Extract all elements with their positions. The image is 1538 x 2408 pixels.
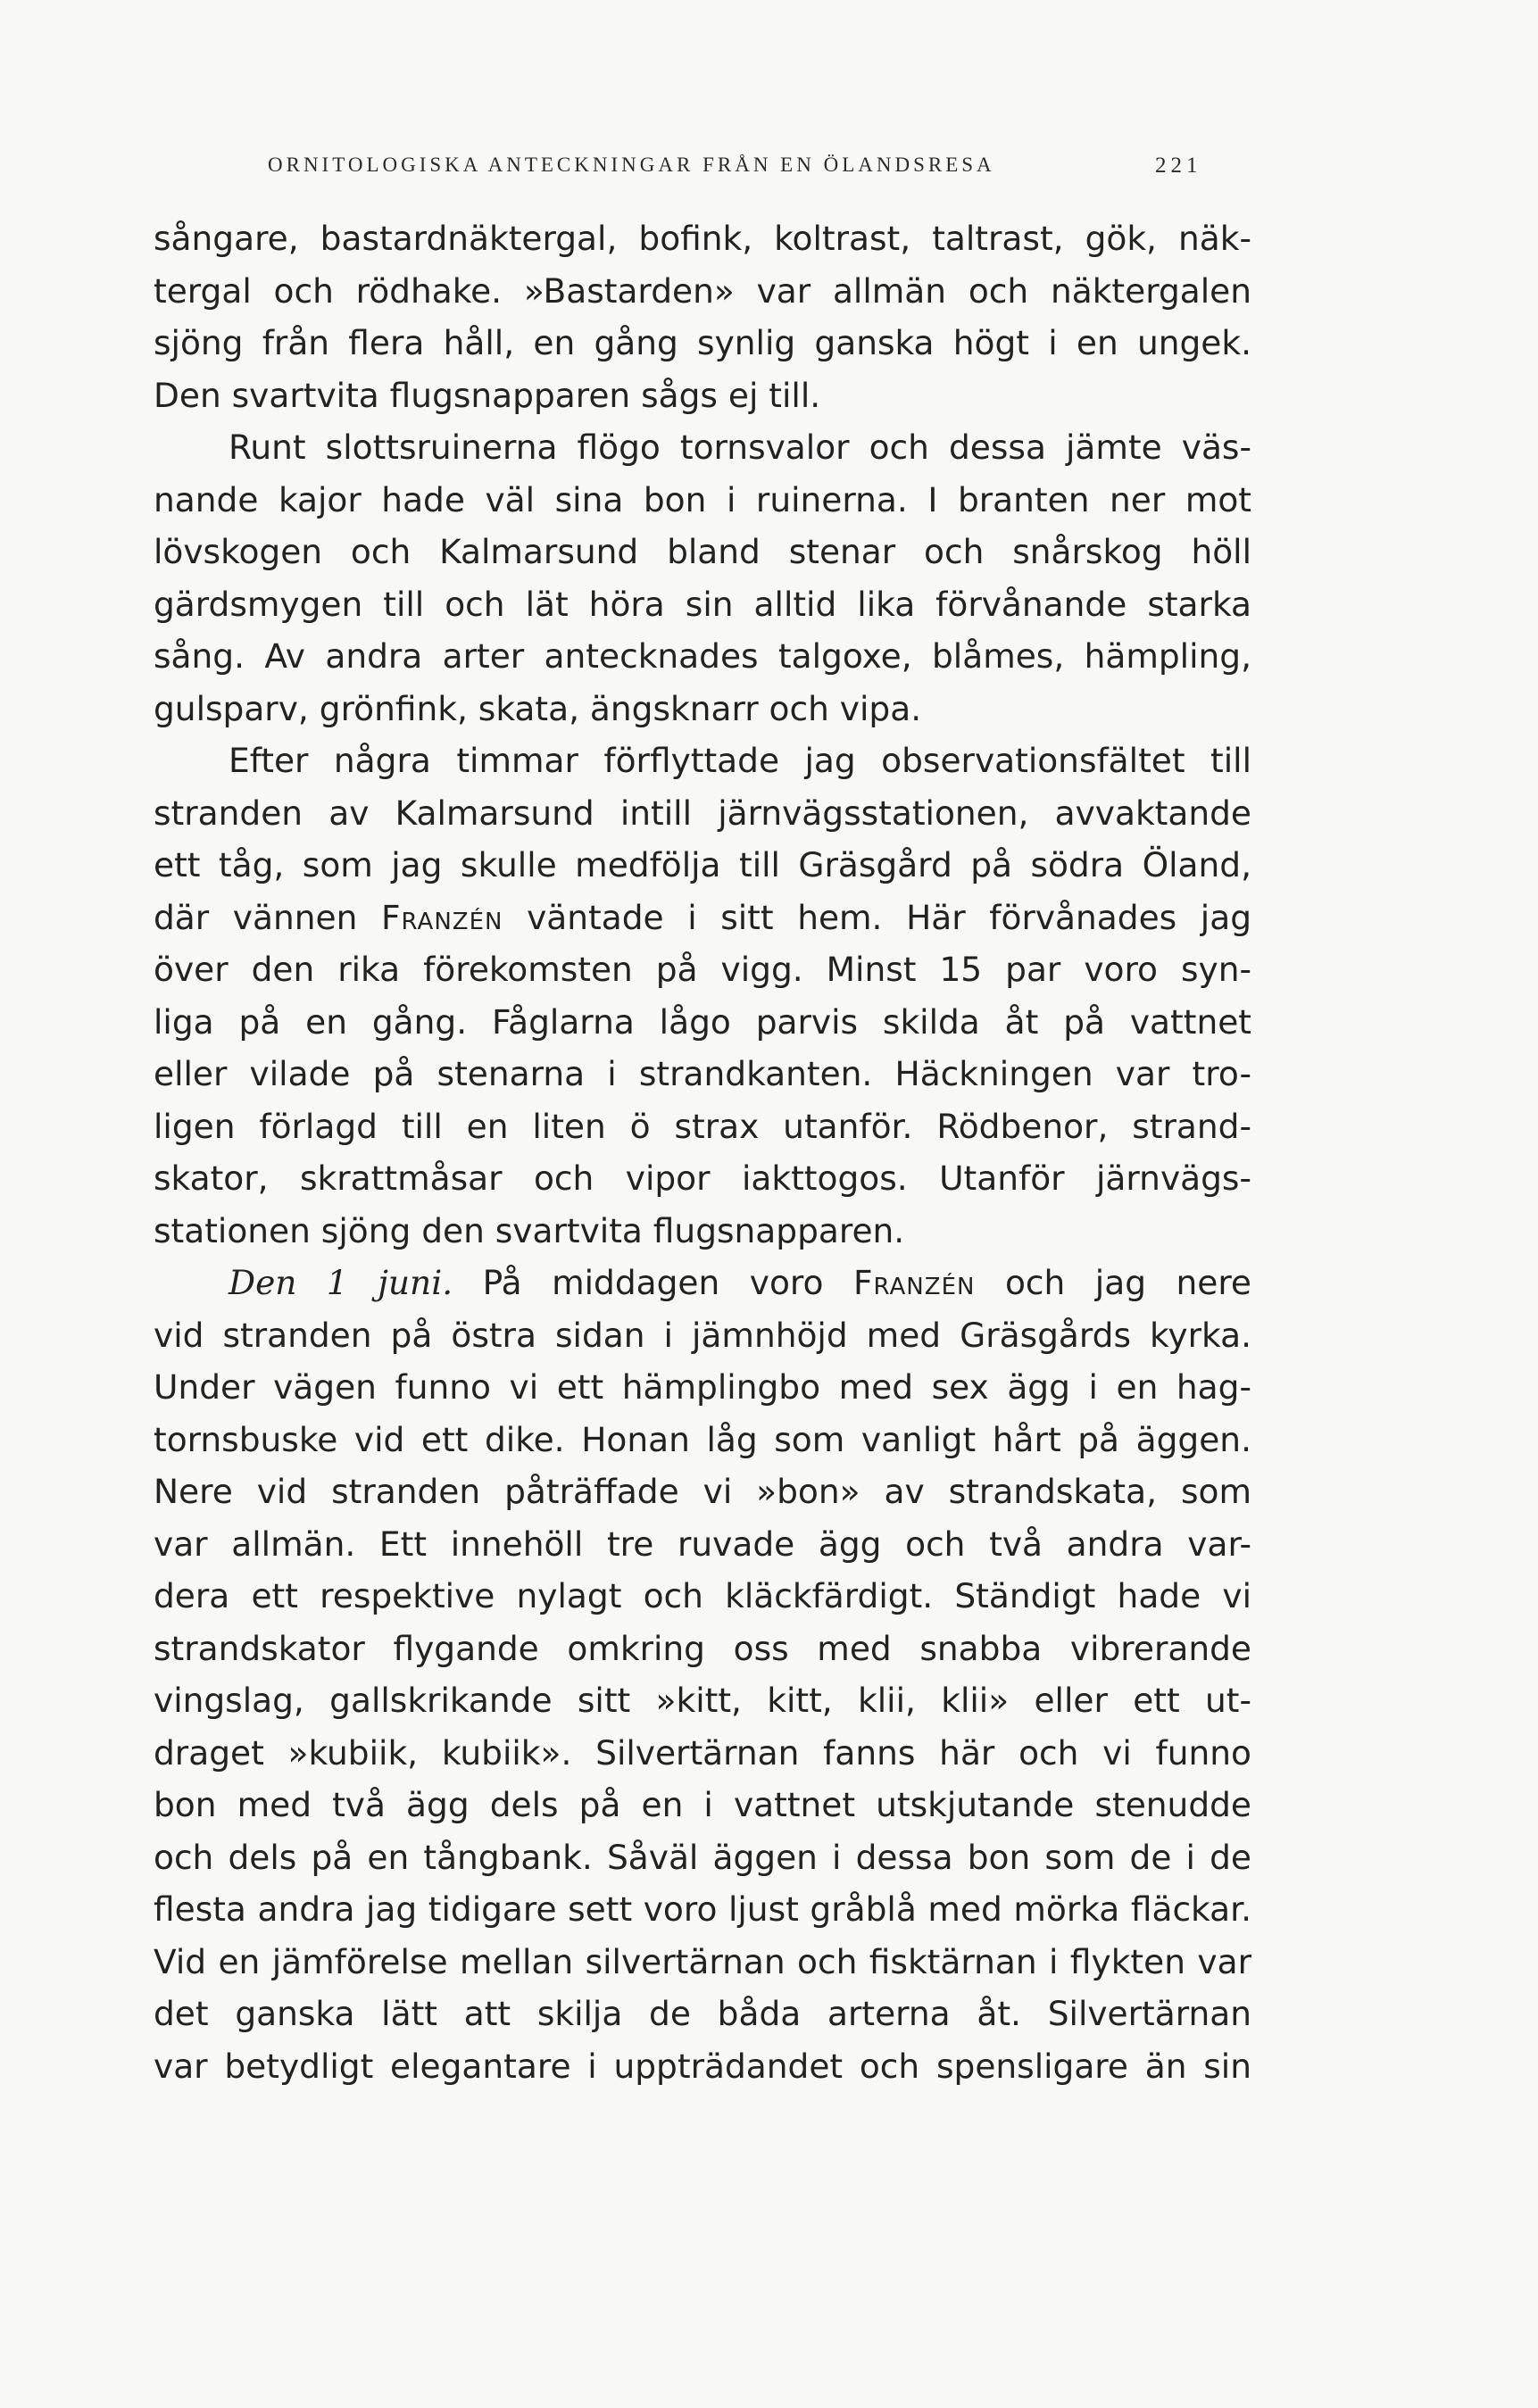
text-segment: På middagen voro xyxy=(453,1263,853,1302)
text-line: Nere vid stranden påträffade vi »bon» av strandskata, som xyxy=(154,1472,1251,1511)
text-line: sjöng från flera håll, en gång synlig ganska högt i en ungek. xyxy=(154,323,1251,362)
text-line: nande kajor hade väl sina bon i ruinerna. I branten ner mot xyxy=(154,479,1251,519)
text-line: skator, skrattmåsar och vipor iakttogos. Utanför järnvägs- xyxy=(154,1158,1251,1198)
text-line: ett tåg, som jag skulle medfölja till Gräsgård på södra Öland, xyxy=(154,845,1251,884)
text-line: det ganska lätt att skilja de båda arterna åt. Silvertärnan xyxy=(154,1994,1251,2033)
text-line: gärdsmygen till och lät höra sin alltid lika förvånande starka xyxy=(154,584,1251,624)
text-line: strandskator flygande omkring oss med snabba vibrerande xyxy=(154,1628,1251,1668)
text-segment: väntade i sitt hem. Här förvånades jag xyxy=(503,897,1251,937)
text-line: tergal och rödhake. »Bastarden» var allmän och näktergalen xyxy=(154,270,1251,311)
text-line: Under vägen funno vi ett hämplingbo med sex ägg i en hag- xyxy=(154,1367,1251,1407)
text-segment: och jag nere xyxy=(975,1263,1252,1302)
text-line: vingslag, gallskrikande sitt »kitt, kitt, klii, klii» eller ett ut- xyxy=(154,1681,1251,1720)
text-line: Runt slottsruinerna flögo tornsvalor och dessa jämte väs- xyxy=(229,428,1251,467)
text-line: över den rika förekomsten på vigg. Minst 15 par voro syn- xyxy=(154,950,1251,989)
text-line: Den svartvita flugsnapparen sågs ej till. xyxy=(154,375,821,415)
text-line: gulsparv, grönfink, skata, ängsknarr och vipa. xyxy=(154,688,922,728)
person-name: Franzén xyxy=(380,897,503,937)
text-line: Vid en jämförelse mellan silvertärnan och fisktärnan i flykten var xyxy=(154,1941,1251,1981)
text-line: liga på en gång. Fåglarna lågo parvis skilda åt på vattnet xyxy=(154,1001,1251,1042)
text-line: flesta andra jag tidigare sett voro ljust gråblå med mörka fläckar. xyxy=(154,1889,1251,1929)
text-line: lövskogen och Kalmarsund bland stenar och snårskog höll xyxy=(154,532,1251,571)
page-number: 221 xyxy=(1155,154,1202,178)
text-line: Efter några timmar förflyttade jag observationsfältet till xyxy=(229,741,1251,780)
text-line xyxy=(154,1257,1251,1309)
text-line: var allmän. Ett innehöll tre ruvade ägg och två andra var- xyxy=(154,1524,1251,1564)
text-line: ligen förlagd till en liten ö strax utanför. Rödbenor, strand- xyxy=(154,1106,1251,1146)
text-line: bon med två ägg dels på en i vattnet utskjutande stenudde xyxy=(154,1785,1251,1824)
text-line xyxy=(154,892,1251,944)
text-line: draget »kubiik, kubiik». Silvertärnan fanns här och vi funno xyxy=(154,1732,1251,1773)
person-name: Franzén xyxy=(852,1263,976,1302)
text-line: och dels på en tångbank. Såväl äggen i dessa bon som de i de xyxy=(154,1837,1251,1877)
text-line: var betydligt elegantare i uppträdandet och spensligare än sin xyxy=(154,2046,1251,2086)
text-line: eller vilade på stenarna i strandkanten. Häckningen var tro- xyxy=(154,1054,1251,1093)
text-line: vid stranden på östra sidan i jämnhöjd med Gräsgårds kyrka. xyxy=(154,1315,1251,1355)
text-line: tornsbuske vid ett dike. Honan låg som vanligt hårt på äggen. xyxy=(154,1419,1251,1459)
running-head: ORNITOLOGISKA ANTECKNINGAR FRÅN EN ÖLANDSRESA xyxy=(268,154,995,176)
body-text xyxy=(154,212,1251,2092)
text-segment: där vännen xyxy=(154,897,381,937)
date-heading: Den 1 juni. xyxy=(229,1263,453,1302)
text-line: sångare, bastardnäktergal, bofink, koltrast, taltrast, gök, näk- xyxy=(154,219,1251,258)
text-line: stationen sjöng den svartvita flugsnapparen. xyxy=(154,1210,905,1250)
text-line: sång. Av andra arter antecknades talgoxe, blåmes, hämpling, xyxy=(154,636,1251,676)
text-line: dera ett respektive nylagt och kläckfärdigt. Ständigt hade vi xyxy=(154,1576,1251,1615)
text-line: stranden av Kalmarsund intill järnvägsstationen, avvaktande xyxy=(154,793,1251,833)
